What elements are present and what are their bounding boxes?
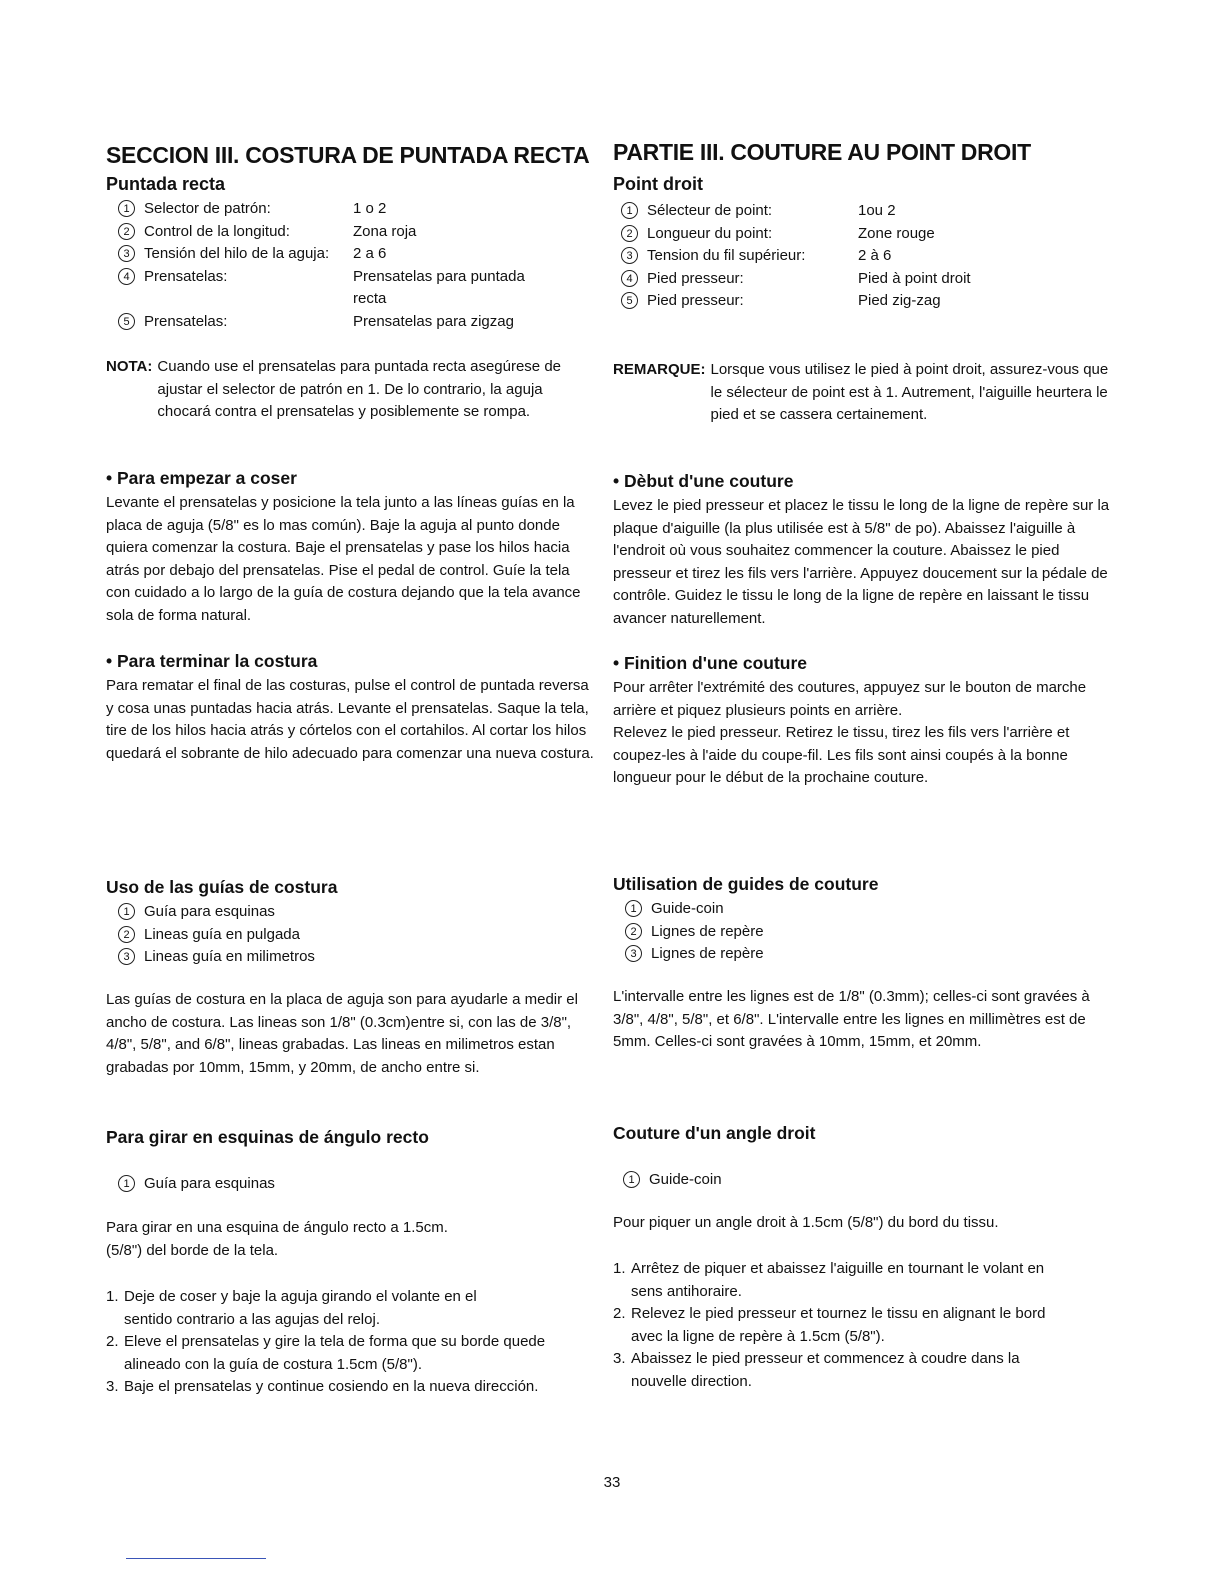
note-tag: REMARQUE: — [613, 361, 706, 378]
circled-number: 4 — [118, 268, 135, 285]
setting-label: Control de la longitud: — [144, 222, 290, 240]
circled-number: 2 — [621, 225, 638, 242]
step-text: Eleve el prensatelas y gire la tela de forma que su borde quede alineado con la guía de costura 1.5cm (5/8"). — [124, 1333, 546, 1373]
subheading-es: Puntada recta — [106, 174, 226, 194]
list-item — [625, 943, 1118, 966]
step-text: Deje de coser y baje la aguja girando el volante en el sentido contrario a las agujas del reloj. — [124, 1288, 477, 1328]
setting-label: Prensatelas: — [144, 267, 228, 285]
step-text: Relevez le pied presseur et tournez le tissu en alignant le bord avec la ligne de repère à 1.5cm (5/8"). — [631, 1305, 1046, 1345]
seam-guides-list-es — [118, 901, 596, 969]
setting-label: Pied presseur: — [647, 269, 744, 287]
circled-number: 1 — [621, 202, 638, 219]
setting-value: 2 à 6 — [858, 247, 892, 264]
settings-item — [118, 311, 596, 334]
circled-number: 1 — [625, 900, 642, 917]
circled-number: 2 — [118, 223, 135, 240]
circled-number: 2 — [118, 926, 135, 943]
list-item-label: Guide-coin — [651, 900, 724, 917]
section-title-fr: PARTIE III. COUTURE AU POINT DROIT — [613, 139, 1031, 165]
setting-label: Tensión del hilo de la aguja: — [144, 245, 330, 262]
step-text: Baje el prensatelas y continue cosiendo en la nueva dirección. — [124, 1378, 539, 1395]
finish-seam-heading-fr: • Finition d'une couture — [613, 653, 808, 673]
corner-text-fr: Pour piquer un angle droit à 1.5cm (5/8") du bord du tissu. — [613, 1214, 999, 1231]
setting-label: Selector de patrón: — [144, 200, 271, 217]
note-fr — [613, 359, 1118, 427]
settings-item — [118, 198, 596, 221]
setting-value: 1ou 2 — [858, 202, 896, 219]
bottom-rule — [126, 1558, 266, 1559]
seam-guides-heading-fr: Utilisation de guides de couture — [613, 874, 879, 894]
corner-steps-es — [106, 1286, 596, 1399]
settings-list-es — [118, 198, 596, 333]
setting-value: Zone rouge — [858, 224, 935, 242]
list-item-label: Lineas guía en milimetros — [144, 948, 315, 965]
step-number: 2. — [613, 1305, 626, 1322]
circled-number: 3 — [621, 247, 638, 264]
circled-number: 1 — [118, 1175, 135, 1192]
circled-number: 3 — [118, 245, 135, 262]
corner-steps-fr — [613, 1258, 1075, 1393]
subheading-fr: Point droit — [613, 174, 703, 194]
corner-heading-es: Para girar en esquinas de ángulo recto — [106, 1127, 429, 1147]
seam-guides-list-fr — [625, 898, 1118, 966]
page-number: 33 — [603, 1474, 621, 1491]
seam-guides-text-es: Las guías de costura en la placa de aguja son para ayudarle a medir el ancho de costura. Las lineas son 1/8" (0.3cm)entre si, con las de 3/8", 4/8", 5/8", and 6/8", lineas grabadas. Las lineas en milimetros estan grabadas por 10mm, 15mm, y 20mm, de ancho entre si. — [106, 991, 578, 1076]
list-item — [623, 1169, 1118, 1192]
start-sewing-text-es: Levante el prensatelas y posicione la tela junto a las líneas guías en la placa de aguja (5/8" es lo mas común). Baje la aguja al punto donde quiera comenzar la costura. Baje el prensatelas y pase los hilos hacia atrás por debajo del prensatelas. Pise el pedal de control. Guíe la tela con cuidado a lo largo de la guía de costura dejando que la tela avance sola de forma natural. — [106, 494, 581, 624]
circled-number: 3 — [625, 945, 642, 962]
note-text: Lorsque vous utilisez le pied à point droit, assurez-vous que le sélecteur de point est à 1. Autrement, l'aiguille heurtera le pied et se cassera certainement. — [710, 361, 1109, 423]
seam-guides-text-fr: L'intervalle entre les lignes est de 1/8" (0.3mm); celles-ci sont gravées à 3/8", 4/8", 5/8", et 6/8". L'intervalle entre les lignes en millimètres est de 5mm. Celles-ci sont gravées à 10mm, 15mm, et 20mm. — [613, 988, 1090, 1050]
list-item-label: Lignes de repère — [651, 945, 764, 962]
finish-seam-text-fr — [613, 677, 1118, 790]
setting-value: Zona roja — [353, 222, 417, 240]
setting-label: Longueur du point: — [647, 224, 773, 242]
list-item-label: Guide-coin — [649, 1171, 722, 1188]
setting-value: Pied zig-zag — [858, 292, 941, 309]
step-item — [106, 1376, 596, 1399]
setting-label: Prensatelas: — [144, 312, 228, 330]
corner-item-es — [118, 1173, 596, 1196]
settings-item — [118, 221, 596, 244]
step-item — [106, 1286, 596, 1331]
list-item-label: Lignes de repère — [651, 922, 764, 940]
finish-seam-text-es: Para rematar el final de las costuras, pulse el control de puntada reversa y cosa unas puntadas hacia atrás. Levante el prensatelas. Saque la tela, tire de los hilos hacia atrás y córtelos con el cortahilos. Al cortar los hilos quedará el sobrante de hilo adecuado para comenzar una nueva costura. — [106, 677, 594, 762]
settings-item — [621, 200, 1118, 223]
step-number: 3. — [106, 1378, 119, 1395]
settings-item — [621, 223, 1118, 246]
circled-number: 1 — [118, 200, 135, 217]
step-number: 1. — [106, 1288, 119, 1305]
step-text: Arrêtez de piquer et abaissez l'aiguille en tournant le volant en sens antihoraire. — [631, 1260, 1045, 1300]
step-item — [613, 1258, 1075, 1303]
settings-list-fr — [621, 200, 1118, 313]
seam-guides-heading-es: Uso de las guías de costura — [106, 877, 338, 897]
list-item — [118, 924, 596, 947]
setting-value: 1 o 2 — [353, 200, 387, 217]
section-title-es: SECCION III. COSTURA DE PUNTADA RECTA — [106, 142, 590, 168]
list-item — [625, 898, 1118, 921]
finish-seam-heading-es: • Para terminar la costura — [106, 651, 318, 671]
circled-number: 1 — [118, 903, 135, 920]
start-sewing-heading-es: • Para empezar a coser — [106, 468, 297, 488]
circled-number: 1 — [623, 1171, 640, 1188]
start-sewing-heading-fr: • Dèbut d'une couture — [613, 471, 794, 491]
setting-label: Tension du fil supérieur: — [647, 247, 806, 264]
step-number: 3. — [613, 1350, 626, 1367]
setting-value: Prensatelas para puntada recta — [353, 267, 525, 307]
list-item-label: Guía para esquinas — [144, 903, 275, 920]
finish-seam-paragraph-1: Pour arrêter l'extrémité des coutures, appuyez sur le bouton de marche arrière et piquez plusieurs points en arrière. — [613, 679, 1087, 719]
step-number: 1. — [613, 1260, 626, 1277]
list-item — [118, 1173, 596, 1196]
list-item — [118, 901, 596, 924]
list-item-label: Guía para esquinas — [144, 1175, 275, 1192]
settings-item — [621, 290, 1118, 313]
settings-item — [118, 266, 596, 311]
start-sewing-text-fr: Levez le pied presseur et placez le tissu le long de la ligne de repère sur la plaque d'aiguille (la plus utilisée est à 5/8" de po). Abaissez l'aiguille à l'endroit où vous souhaitez commencer la couture. Abaissez le pied presseur et tirez les fils vers l'arrière. Appuyez doucement sur la pédale de contrôle. Guidez le tissu le long de la ligne de repère en laissant le tissu avancer naturellement. — [613, 497, 1110, 627]
list-item — [118, 946, 596, 969]
corner-item-fr — [623, 1169, 1118, 1192]
settings-item — [621, 268, 1118, 291]
finish-seam-paragraph-2: Relevez le pied presseur. Retirez le tissu, tirez les fils vers l'arrière et coupez-les à l'aide du coupe-fil. Les fils sont ainsi coupés à la bonne longueur pour le début de la prochaine couture. — [613, 724, 1070, 786]
setting-value: Prensatelas para zigzag — [353, 312, 514, 330]
setting-value: Pied à point droit — [858, 269, 971, 287]
settings-item — [118, 243, 596, 266]
circled-number: 2 — [625, 923, 642, 940]
settings-item — [621, 245, 1118, 268]
corner-text-es: Para girar en una esquina de ángulo recto a 1.5cm. (5/8") del borde de la tela. — [106, 1219, 448, 1259]
step-item — [613, 1348, 1075, 1393]
circled-number: 4 — [621, 270, 638, 287]
step-item — [106, 1331, 596, 1376]
step-number: 2. — [106, 1333, 119, 1350]
note-es — [106, 356, 596, 424]
list-item-label: Lineas guía en pulgada — [144, 925, 300, 943]
circled-number: 5 — [118, 313, 135, 330]
setting-value: 2 a 6 — [353, 245, 387, 262]
step-text: Abaissez le pied presseur et commencez à coudre dans la nouvelle direction. — [631, 1350, 1020, 1390]
corner-heading-fr: Couture d'un angle droit — [613, 1123, 816, 1143]
note-tag: NOTA: — [106, 358, 153, 375]
setting-label: Pied presseur: — [647, 292, 744, 309]
list-item — [625, 921, 1118, 944]
circled-number: 5 — [621, 292, 638, 309]
note-text: Cuando use el prensatelas para puntada recta asegúrese de ajustar el selector de patrón en 1. De lo contrario, la aguja chocará contra el prensatelas y posiblemente se rompa. — [157, 358, 562, 420]
circled-number: 3 — [118, 948, 135, 965]
setting-label: Sélecteur de point: — [647, 202, 773, 219]
step-item — [613, 1303, 1075, 1348]
